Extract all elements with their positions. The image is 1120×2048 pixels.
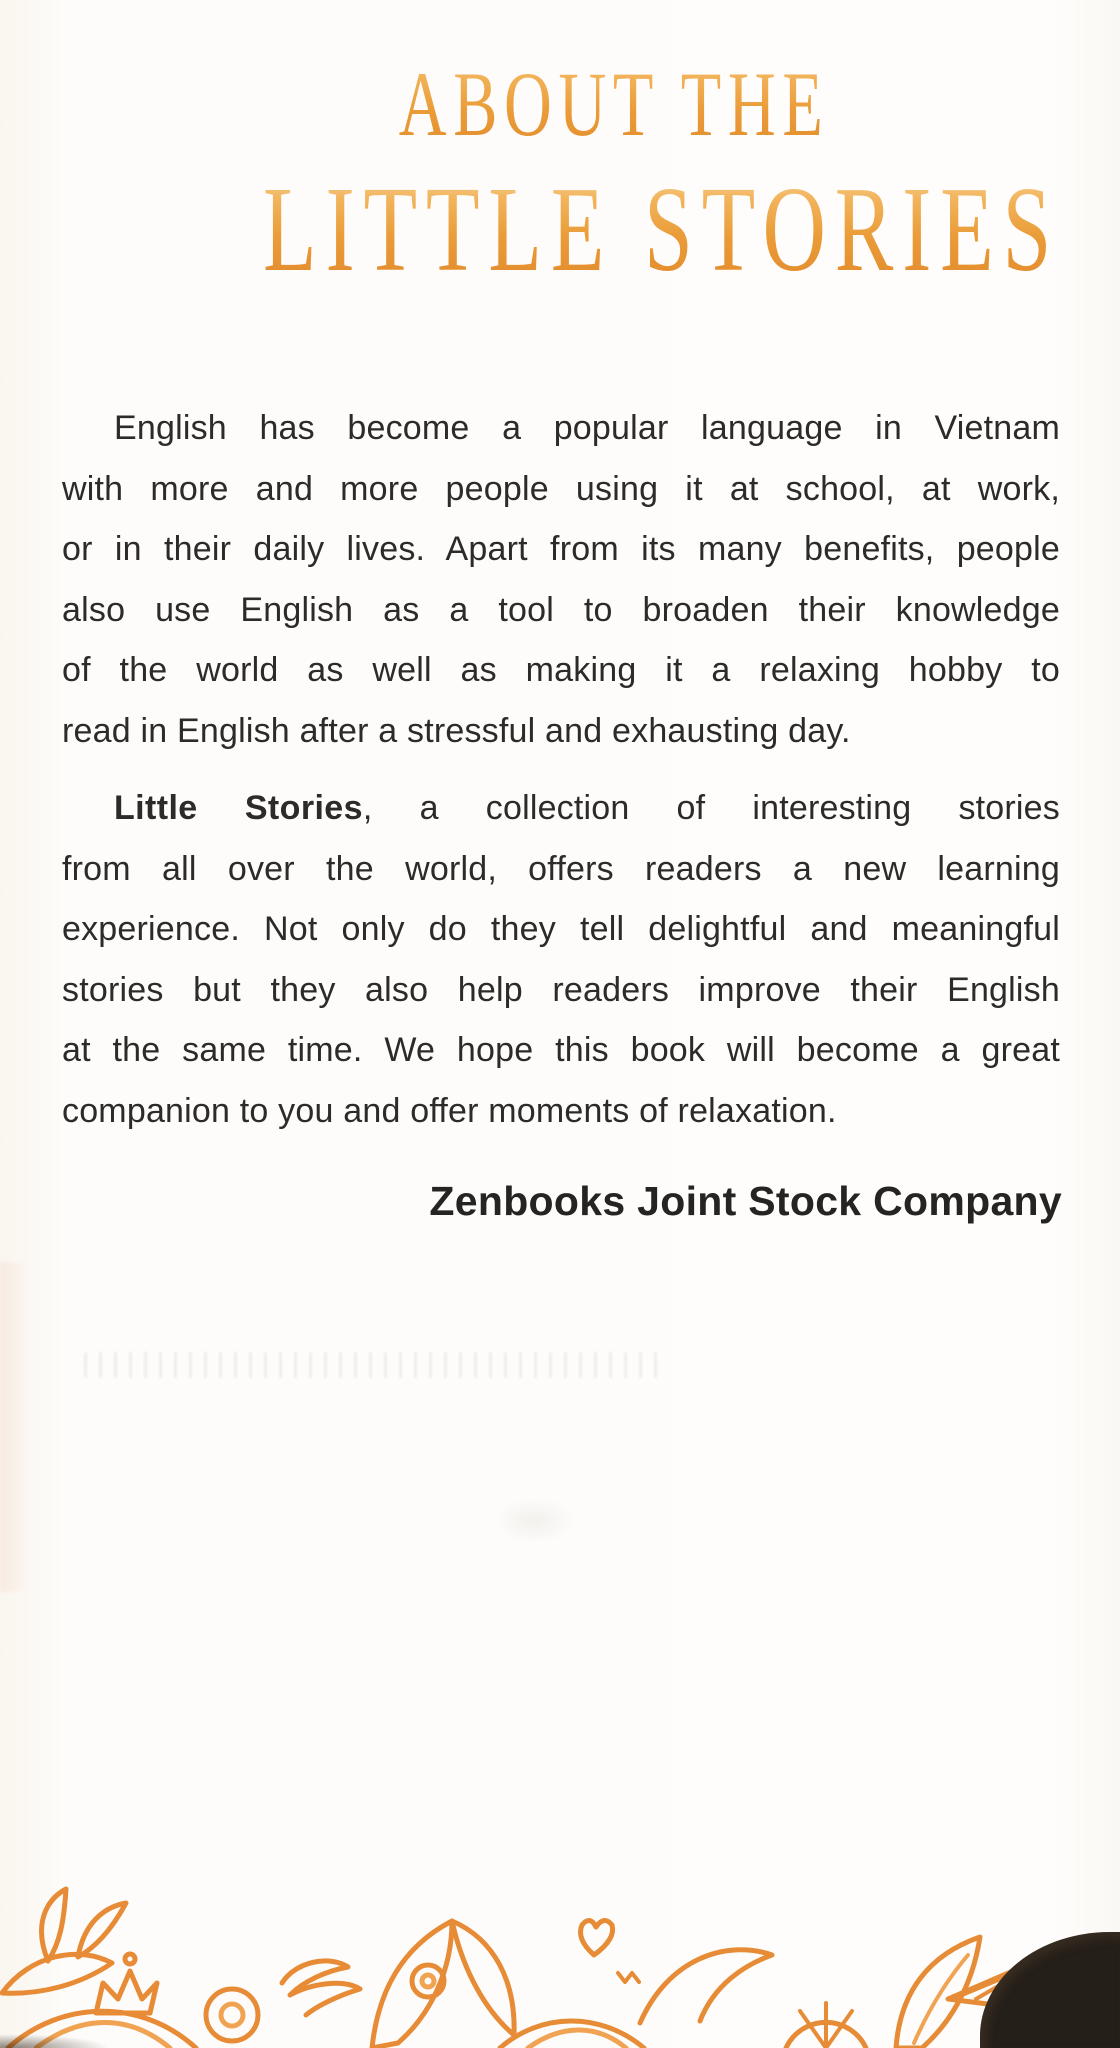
- book-series-name: Little Stories: [114, 789, 363, 827]
- scan-bleed-artifact: [84, 1352, 659, 1378]
- page-title-text-2: LITTLE STORIES: [263, 162, 1061, 297]
- paragraph-1: [62, 398, 1060, 761]
- text-line: with more and more people using it at school, at work,: [62, 469, 1060, 508]
- scan-bleed-artifact: [492, 1496, 578, 1544]
- text-line: English has become a popular language in Vietnam: [114, 409, 1060, 447]
- text-line: stories but they also help readers improve their English: [62, 970, 1060, 1009]
- text-line: of the world as well as making it a relaxing hobby to: [62, 651, 1060, 689]
- page-title-line-2: [108, 164, 1120, 296]
- paragraph-2: [62, 778, 1060, 1141]
- text-line: also use English as a tool to broaden their knowledge: [62, 590, 1060, 629]
- text-line: companion to you and offer moments of relaxation.: [62, 1091, 837, 1130]
- page-corner-shadow: [0, 2034, 110, 2048]
- floral-border-illustration: [0, 1863, 1120, 2048]
- page-title: [108, 40, 1120, 296]
- page-title-text-1: ABOUT THE: [399, 40, 830, 168]
- text-line: at the same time. We hope this book will become a great: [62, 1031, 1060, 1069]
- scan-bleed-artifact: [0, 1262, 36, 1592]
- page-title-line-1: [108, 40, 1120, 168]
- text-line: experience. Not only do they tell delightful and meaningful: [62, 910, 1060, 948]
- text-line: read in English after a stressful and exhausting day.: [62, 711, 851, 750]
- body-text: [62, 398, 1060, 1158]
- text-run: , a collection of interesting stories: [362, 789, 1060, 827]
- text-line: from all over the world, offers readers a new learning: [62, 849, 1060, 888]
- publisher-signature: Zenbooks Joint Stock Company: [429, 1178, 1062, 1224]
- text-line: or in their daily lives. Apart from its many benefits, people: [62, 530, 1060, 568]
- text-line: [62, 778, 1060, 839]
